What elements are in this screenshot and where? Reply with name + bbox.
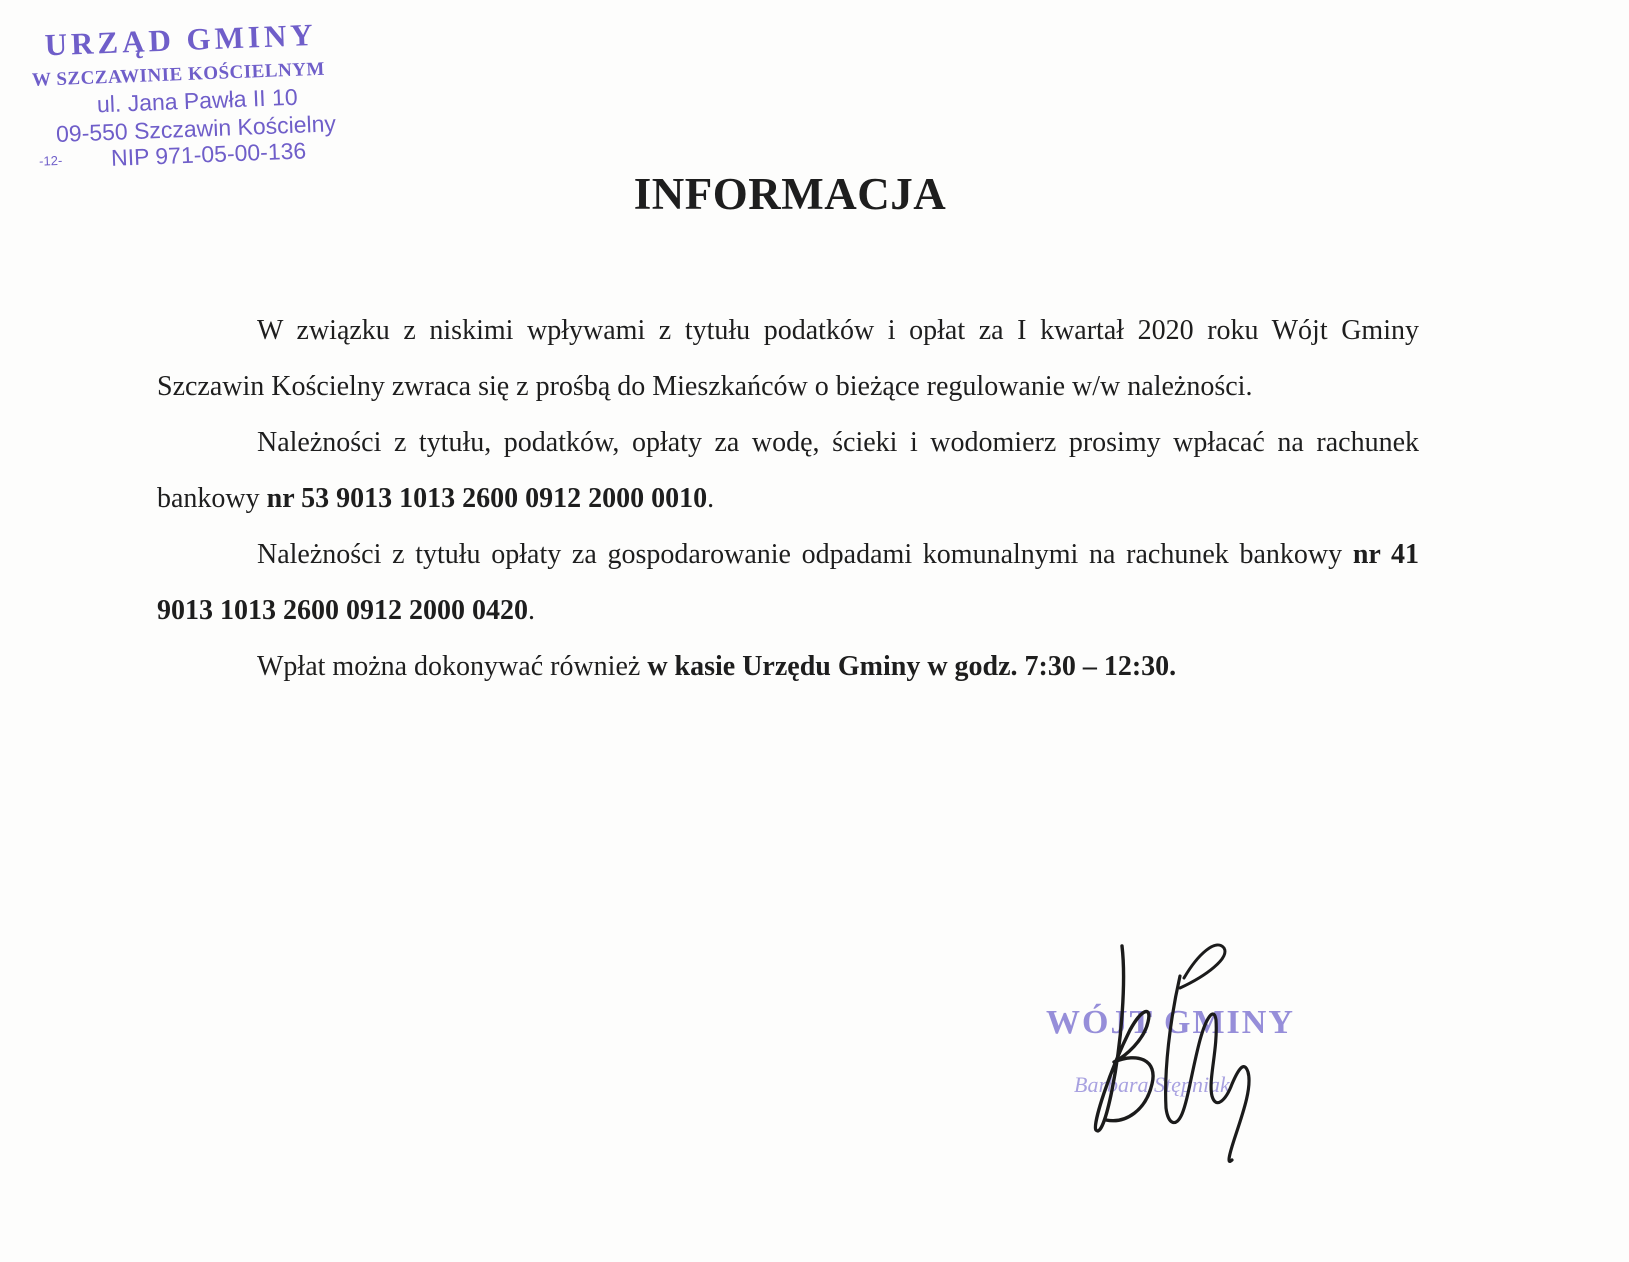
signature-stamp-title: WÓJT GMINY xyxy=(1046,1004,1295,1041)
stamp-code: -12- xyxy=(38,152,63,169)
paragraph-4-text: Wpłat można dokonywać również xyxy=(257,651,648,682)
signature-block xyxy=(1030,920,1370,1180)
stamp-street: ul. Jana Pawła II 10 xyxy=(96,83,299,118)
bank-account-waste: nr 41 9013 1013 2600 0912 2000 0420 xyxy=(157,539,1420,626)
paragraph-3 xyxy=(157,527,1419,639)
paragraph-1: W związku z niskimi wpływami z tytułu podatków i opłat za I kwartał 2020 roku Wójt Gminy Szczawin Kościelny zwraca się z prośbą do Mieszkańców o bieżące regulowanie w/w należności. xyxy=(157,315,1419,402)
stamp-postal-city: 09-550 Szczawin Kościelny xyxy=(55,110,337,147)
paragraph-4 xyxy=(157,639,1419,695)
document-body xyxy=(157,303,1419,695)
paragraph-2 xyxy=(157,415,1419,527)
paragraph-3-end: . xyxy=(528,595,535,626)
stamp-nip: NIP 971-05-00-136 xyxy=(110,137,307,171)
cashier-hours: w kasie Urzędu Gminy w godz. 7:30 – 12:30. xyxy=(647,651,1177,682)
stamp-office-location: W SZCZAWINIE KOŚCIELNYM xyxy=(31,58,326,91)
office-stamp xyxy=(28,13,424,188)
handwritten-signature xyxy=(1030,920,1370,1180)
paragraph-2-text: Należności z tytułu, podatków, opłaty za wodę, ścieki i wodomierz prosimy wpłacać na rachunek bankowy xyxy=(157,427,1419,514)
bank-account-taxes: nr 53 9013 1013 2600 0912 2000 0010 xyxy=(266,483,708,514)
signature-stamp-name: Barbara Stępniak xyxy=(1074,1072,1230,1097)
stamp-office-name: URZĄD GMINY xyxy=(43,16,318,63)
paragraph-2-end: . xyxy=(707,483,715,514)
document-title: INFORMACJA xyxy=(633,169,947,219)
paragraph-3-text: Należności z tytułu opłaty za gospodarowanie odpadami komunalnymi na rachunek bankowy xyxy=(257,539,1353,570)
